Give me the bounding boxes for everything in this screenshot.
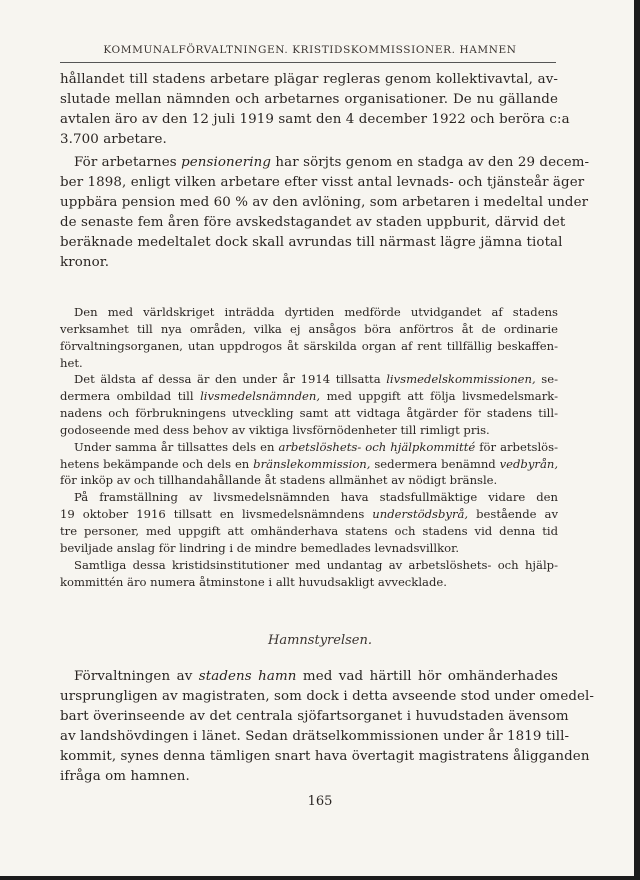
text-line: hållandet till stadens arbetare plägar regleras genom kollektivavtal, av- [60, 72, 558, 87]
text-line: Den med världskriget inträdda dyrtiden medförde utvidgandet af stadens [74, 305, 558, 319]
text-line: verksamhet till nya områden, vilka ej ansågos böra anförtros åt de ordinarie [60, 321, 558, 336]
text-line: dermera ombildad till livsmedelsnämnden, med uppgift att följa livsmedelsmark- [60, 389, 558, 404]
scan-edge-right [634, 0, 640, 880]
text-line: 19 oktober 1916 tillsatt en livsmedelsnämndens understödsbyrå, bestående av [60, 507, 559, 522]
text-line: På framställning av livsmedelsnämnden hava stadsfullmäktige vidare den [74, 490, 558, 505]
text-line: Det äldsta af dessa är den under år 1914 tillsatta livsmedelskommissionen, se- [74, 372, 558, 387]
text-line: ursprungligen av magistraten, som dock i detta avseende stod under omedel- [60, 689, 595, 704]
text-line: kronor. [60, 255, 110, 270]
section-heading-hamnstyrelsen: Hamnstyrelsen. [268, 633, 372, 648]
text-line: Under samma år tillsattes dels en arbetslöshets- och hjälpkommitté för arbetslös- [74, 439, 559, 454]
text-line: tre personer, med uppgift att omhänderhava statens och stadens vid denna tid [60, 523, 558, 538]
paragraph-pension [60, 153, 590, 273]
text-line: kommittén äro numera åtminstone i allt huvudsakligt avvecklade. [60, 574, 447, 589]
text-line: av landshövdingen i länet. Sedan drätselkommissionen under år 1819 till- [60, 729, 570, 744]
section-crisis-commissions [60, 304, 558, 590]
text-line: slutade mellan nämnden och arbetarnes organisationer. De nu gällande [60, 92, 558, 107]
paragraph-collective-agreements [60, 70, 570, 150]
text-line: het. [60, 355, 83, 370]
paragraph-harbour [60, 667, 595, 787]
text-line: För arbetarnes pensionering har sörjts genom en stadga av den 29 decem- [74, 155, 590, 170]
scan-edge-bottom [0, 876, 640, 880]
text-line: nadens och förbrukningens utveckling samt att vidtaga åtgärder för stadens till- [60, 406, 558, 421]
text-line: uppbära pension med 60 % av den avlöning, som arbetaren i medeltal under [60, 195, 589, 210]
page-number: 165 [307, 794, 333, 809]
text-line: ifråga om hamnen. [60, 769, 190, 784]
text-line: Förvaltningen av stadens hamn med vad härtill hör omhänderhades [74, 669, 558, 684]
text-line: kommit, synes denna tämligen snart hava övertagit magistratens åligganden [60, 749, 590, 764]
running-header: KOMMUNALFÖRVALTNINGEN. KRISTIDSKOMMISSIONER. HAMNEN [103, 44, 517, 56]
text-line: avtalen äro av den 12 juli 1919 samt den 4 december 1922 och beröra c:a [60, 112, 570, 127]
text-line: ber 1898, enligt vilken arbetare efter visst antal levnads- och tjänsteår äger [60, 175, 585, 190]
text-line: godoseende med dess behov av viktiga livsförnödenheter till rimligt pris. [60, 422, 490, 437]
text-line: för inköp av och tillhandahållande åt stadens allmänhet av nödigt bränsle. [60, 473, 498, 488]
text-line: de senaste fem åren före avskedstagandet av staden uppburit, därvid det [60, 215, 566, 230]
header-rule [60, 62, 556, 63]
text-line: Samtliga dessa kristidsinstitutioner med undantag av arbetslöshets- och hjälp- [74, 557, 558, 572]
text-line: 3.700 arbetare. [60, 132, 167, 147]
text-line: beviljade anslag för lindring i de mindre bemedlades levnadsvillkor. [60, 540, 460, 555]
text-line: förvaltningsorganen, utan uppdrogos åt särskilda organ af rent tillfällig beskaffen- [60, 338, 558, 353]
text-line: beräknade medeltalet dock skall avrundas till närmast lägre jämna tiotal [60, 235, 563, 250]
text-line: bart överinseende av det centrala sjöfartsorganet i huvudstaden ävensom [60, 709, 569, 724]
text-line: hetens bekämpande och dels en bränslekommission, sedermera benämnd vedbyrån, [60, 456, 559, 471]
